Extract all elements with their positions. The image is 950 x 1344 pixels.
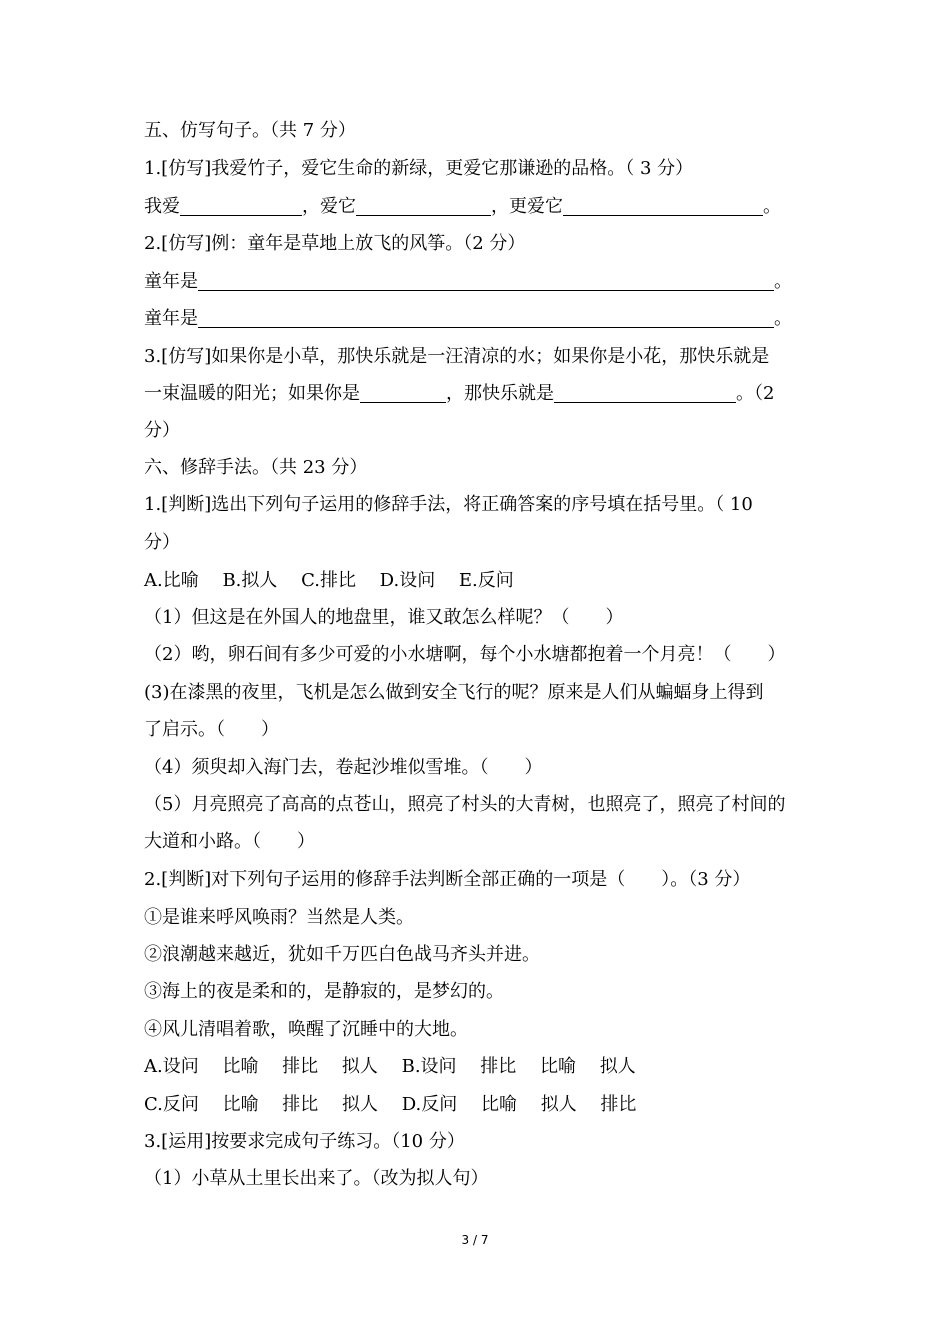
q6-1-prompt-1: 1.[判断]选出下列句子运用的修辞手法，将正确答案的序号填在括号里。（ 10 bbox=[144, 494, 753, 515]
q6-2-sentence: ②浪潮越来越近，犹如千万匹白色战马齐头并进。 bbox=[144, 944, 540, 965]
answer-blank[interactable] bbox=[356, 197, 491, 216]
answer-blank[interactable] bbox=[554, 384, 736, 403]
q5-1-prompt: 1.[仿写]我爱竹子，爱它生命的新绿，更爱它那谦逊的品格。（ 3 分） bbox=[144, 158, 694, 179]
q6-2-sentence: ④风儿清唱着歌，唤醒了沉睡中的大地。 bbox=[144, 1019, 468, 1040]
q6-3-prompt: 3.[运用]按要求完成句子练习。（10 分） bbox=[144, 1131, 465, 1152]
q6-1-item: 了启示。（ ） bbox=[144, 719, 279, 740]
q5-3-text-1: 3.[仿写]如果你是小草，那快乐就是一汪清凉的水；如果你是小花，那快乐就是 bbox=[144, 346, 770, 367]
page-number: 3 / 7 bbox=[461, 1233, 489, 1247]
q5-3-text-3: 分） bbox=[144, 420, 180, 441]
section-6-heading: 六、修辞手法。（共 23 分） bbox=[144, 457, 368, 478]
q6-2-prompt: 2.[判断]对下列句子运用的修辞手法判断全部正确的一项是（ ）。（3 分） bbox=[144, 869, 751, 890]
q6-1-item: （4）须臾却入海门去，卷起沙堆似雪堆。（ ） bbox=[144, 757, 543, 778]
answer-blank[interactable] bbox=[180, 197, 302, 216]
q6-2-sentence: ①是谁来呼风唤雨？当然是人类。 bbox=[144, 907, 414, 928]
section-5-heading: 五、仿写句子。（共 7 分） bbox=[144, 120, 356, 141]
q6-1-item: (3)在漆黑的夜里，飞机是怎么做到安全飞行的呢？原来是人们从蝙蝠身上得到 bbox=[144, 682, 764, 703]
q6-1-options: A.比喻 B.拟人 C.排比 D.设问 E.反问 bbox=[144, 570, 514, 591]
answer-blank[interactable] bbox=[360, 384, 446, 403]
q5-2-answer-line-2: 童年是 。 bbox=[144, 308, 792, 329]
q6-2-choice: A.设问 比喻 排比 拟人 B.设问 排比 比喻 拟人 bbox=[144, 1056, 636, 1077]
q5-2-answer-line-1: 童年是 。 bbox=[144, 271, 792, 292]
answer-blank[interactable] bbox=[563, 197, 763, 216]
q5-2-prompt: 2.[仿写]例：童年是草地上放飞的风筝。（2 分） bbox=[144, 233, 526, 254]
answer-blank[interactable] bbox=[198, 272, 774, 291]
q6-2-sentence: ③海上的夜是柔和的，是静寂的，是梦幻的。 bbox=[144, 981, 504, 1002]
answer-blank[interactable] bbox=[198, 309, 774, 328]
q6-1-item: （2）哟，卵石间有多少可爱的小水塘啊，每个小水塘都抱着一个月亮！（ ） bbox=[144, 644, 786, 665]
q6-2-choice: C.反问 比喻 排比 拟人 D.反问 比喻 拟人 排比 bbox=[144, 1094, 637, 1115]
q6-1-prompt-2: 分） bbox=[144, 532, 180, 553]
q5-3-text-2: 一束温暖的阳光；如果你是 ，那快乐就是 。（2 bbox=[144, 383, 775, 404]
q6-3-item-1: （1）小草从土里长出来了。（改为拟人句） bbox=[144, 1168, 489, 1189]
q6-1-item: （5）月亮照亮了高高的点苍山，照亮了村头的大青树，也照亮了，照亮了村间的 bbox=[144, 794, 786, 815]
q6-1-item: 大道和小路。（ ） bbox=[144, 831, 315, 852]
q5-1-answer-line: 我爱 ，爱它 ，更爱它 。 bbox=[144, 196, 781, 217]
q6-1-item: （1）但这是在外国人的地盘里，谁又敢怎么样呢？（ ） bbox=[144, 607, 624, 628]
